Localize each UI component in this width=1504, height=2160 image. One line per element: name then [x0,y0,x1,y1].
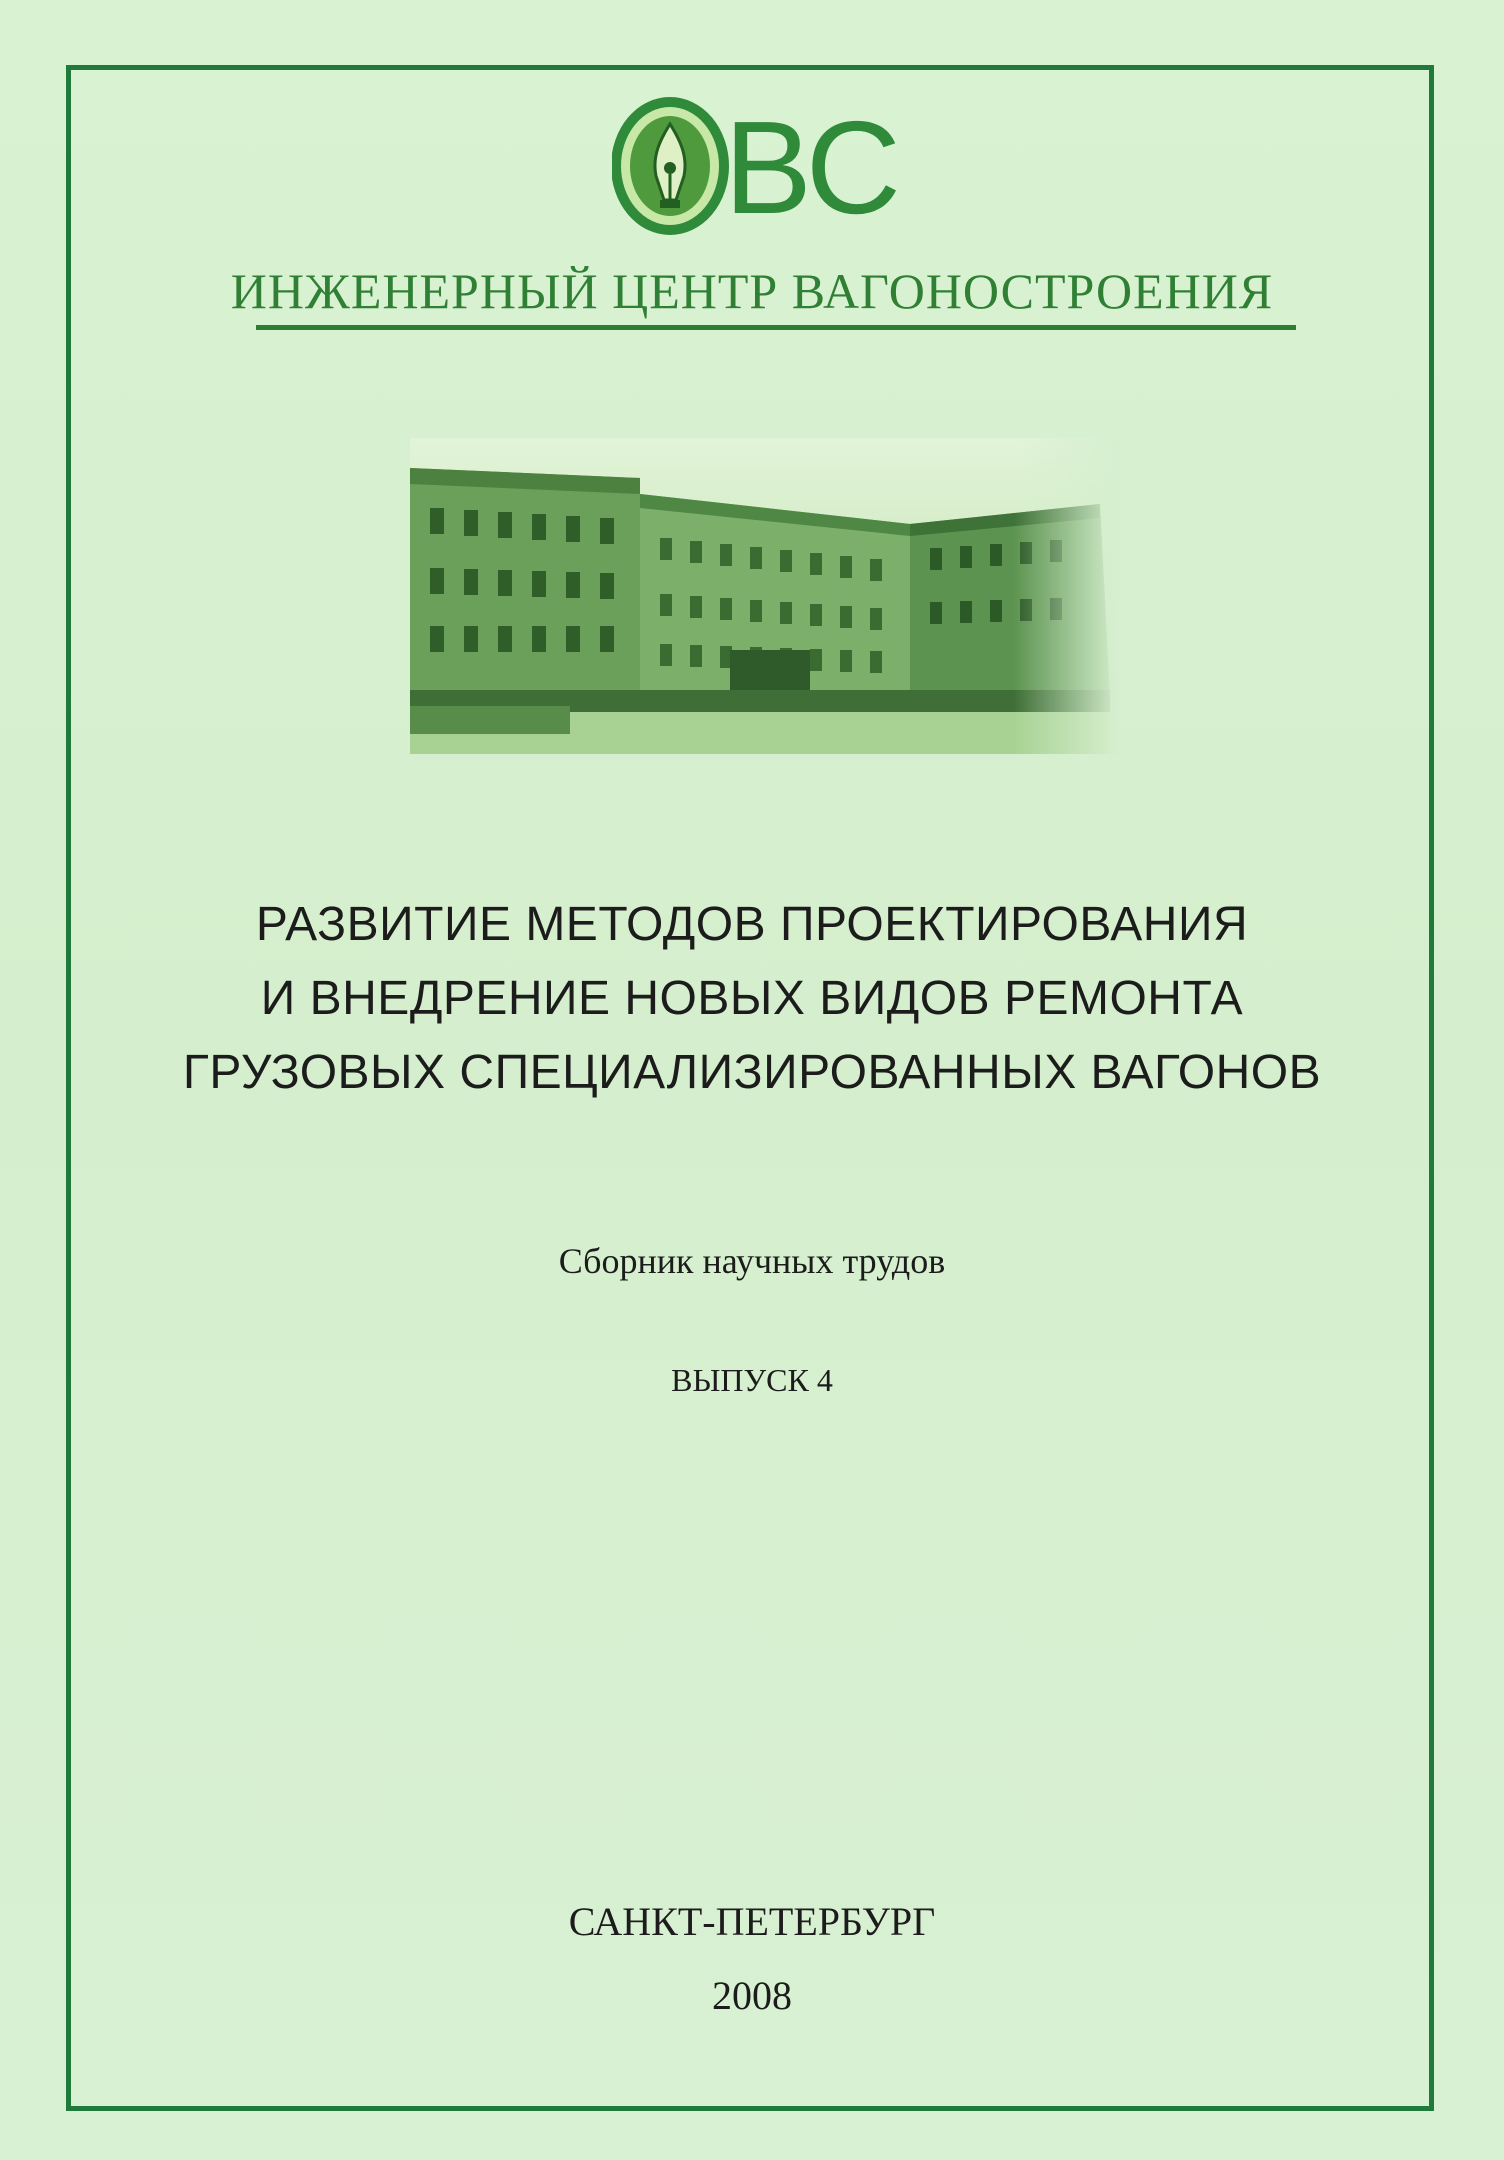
building-photo [410,438,1120,754]
publisher-logo [612,94,912,241]
book-subtitle: Сборник научных трудов [558,1241,946,1281]
title-line: ГРУЗОВЫХ СПЕЦИАЛИЗИРОВАННЫХ ВАГОНОВ [182,1046,1322,1099]
organization-name: ИНЖЕНЕРНЫЙ ЦЕНТР ВАГОНОСТРОЕНИЯ [230,263,1274,319]
title-line: РАЗВИТИЕ МЕТОДОВ ПРОЕКТИРОВАНИЯ [255,898,1249,951]
issue-number: ВЫПУСК 4 [671,1362,833,1398]
fountain-pen-nib-icon [612,96,730,236]
publication-year: 2008 [712,1973,792,2018]
publication-city: САНКТ-ПЕТЕРБУРГ [568,1899,936,1944]
title-line: И ВНЕДРЕНИЕ НОВЫХ ВИДОВ РЕМОНТА [260,972,1244,1025]
organization-underline [256,325,1296,330]
logo-text: ВС [724,94,899,241]
book-title [0,888,1504,1110]
